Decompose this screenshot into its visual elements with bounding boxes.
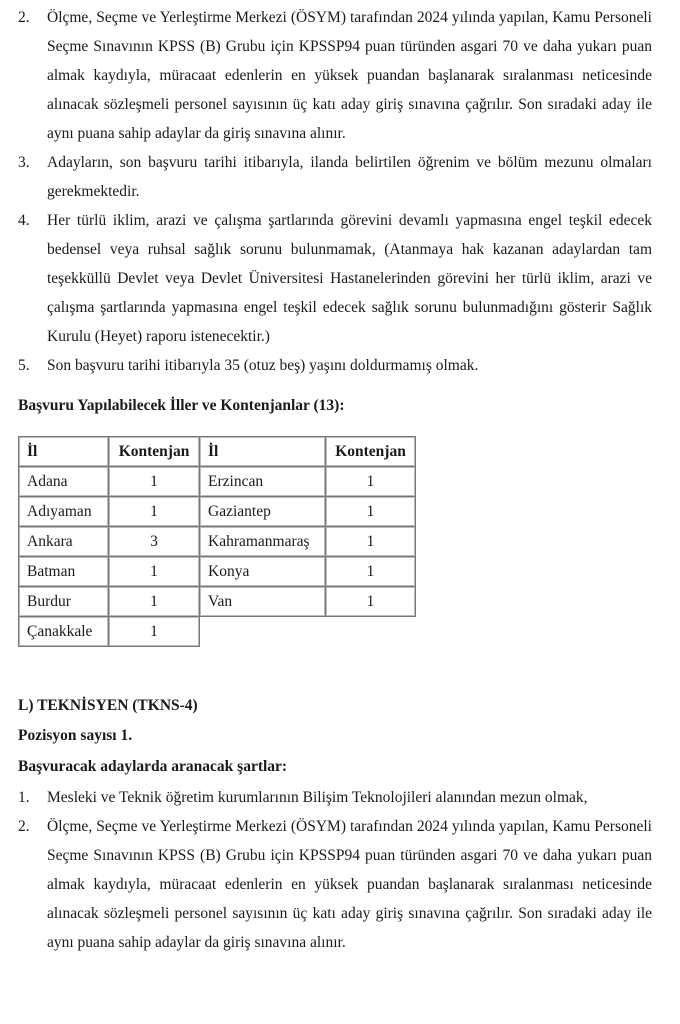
table-row [19,527,416,557]
quota-cell: 1 [326,587,416,617]
province-cell: Çanakkale [19,617,109,647]
item-text: Adayların, son başvuru tarihi itibarıyla, ilanda belirtilen öğrenim ve bölüm mezunu olmaları gerekmektedir. [47,154,652,200]
province-cell: Van [200,587,326,617]
province-cell: Adıyaman [19,497,109,527]
position-count: Pozisyon sayısı 1. [18,727,133,744]
province-cell: Kahramanmaraş [200,527,326,557]
quota-cell: 1 [109,617,200,647]
province-cell: Burdur [19,587,109,617]
requirements-heading: Başvuracak adaylarda aranacak şartlar: [18,758,288,775]
item-text: Son başvuru tarihi itibarıyla 35 (otuz beş) yaşını doldurmamış olmak. [47,357,479,374]
table-row [19,617,416,647]
quota-table [18,436,416,647]
quota-cell: 1 [326,527,416,557]
header-quota: Kontenjan [109,437,200,467]
item-number: 2. [18,818,30,835]
table-row [19,467,416,497]
list-item [0,148,680,206]
requirements-list-continued [0,3,680,380]
item-number: 2. [18,9,30,26]
quota-cell: 1 [109,497,200,527]
requirements-list [0,783,680,957]
table-row [19,497,416,527]
list-item [0,783,680,812]
empty-cell [200,617,416,647]
header-quota: Kontenjan [326,437,416,467]
quota-cell: 1 [326,467,416,497]
item-text: Mesleki ve Teknik öğretim kurumlarının Bilişim Teknolojileri alanından mezun olmak, [47,789,588,806]
list-item [0,3,680,148]
quota-cell: 1 [109,587,200,617]
item-text: Ölçme, Seçme ve Yerleştirme Merkezi (ÖSYM) tarafından 2024 yılında yapılan, Kamu Personeli Seçme Sınavının KPSS (B) Grubu için KPSSP94 puan türünden asgari 70 ve daha yukarı puan almak kaydıyla, müracaat edenlerin en yüksek puandan başlanarak sıralanması neticesinde alınacak sözleşmeli personel sayısının üç katı aday giriş sınavına çağrılır. Son sıradaki aday ile aynı puana sahip adaylar da giriş sınavına alınır. [47,818,652,951]
item-text: Her türlü iklim, arazi ve çalışma şartlarında görevini devamlı yapmasına engel teşkil edecek bedensel veya ruhsal sağlık sorunu bulunmamak, (Atanmaya hak kazanan adaylardan tam teşekküllü Devlet veya Devlet Üniversitesi Hastanelerinden görevini her türlü iklim, arazi ve çalışma şartlarında yapmasına engel teşkil edecek sağlık sorunu bulunmadığını gösterir Sağlık Kurulu (Heyet) raporu istenecektir.) [47,212,652,345]
item-text: Ölçme, Seçme ve Yerleştirme Merkezi (ÖSYM) tarafından 2024 yılında yapılan, Kamu Personeli Seçme Sınavının KPSS (B) Grubu için KPSSP94 puan türünden asgari 70 ve daha yukarı puan almak kaydıyla, müracaat edenlerin en yüksek puandan başlanarak sıralanması neticesinde alınacak sözleşmeli personel sayısının üç katı aday giriş sınavına çağrılır. Son sıradaki aday ile aynı puana sahip adaylar da giriş sınavına alınır. [47,9,652,142]
list-item [0,812,680,957]
item-number: 5. [18,357,30,374]
quota-cell: 1 [109,557,200,587]
province-cell: Erzincan [200,467,326,497]
item-number: 1. [18,789,30,806]
province-cell: Adana [19,467,109,497]
province-cell: Konya [200,557,326,587]
header-province: İl [19,437,109,467]
province-cell: Gaziantep [200,497,326,527]
quota-cell: 3 [109,527,200,557]
quota-cell: 1 [109,467,200,497]
province-cell: Batman [19,557,109,587]
header-province: İl [200,437,326,467]
section-title: L) TEKNİSYEN (TKNS-4) [18,697,198,714]
item-number: 3. [18,154,30,171]
item-number: 4. [18,212,30,229]
quota-cell: 1 [326,497,416,527]
quota-cell: 1 [326,557,416,587]
table-header-row [19,437,416,467]
province-cell: Ankara [19,527,109,557]
table-row [19,587,416,617]
table-row [19,557,416,587]
list-item [0,351,680,380]
list-item [0,206,680,351]
quota-table-heading: Başvuru Yapılabilecek İller ve Kontenjanlar (13): [18,397,345,414]
